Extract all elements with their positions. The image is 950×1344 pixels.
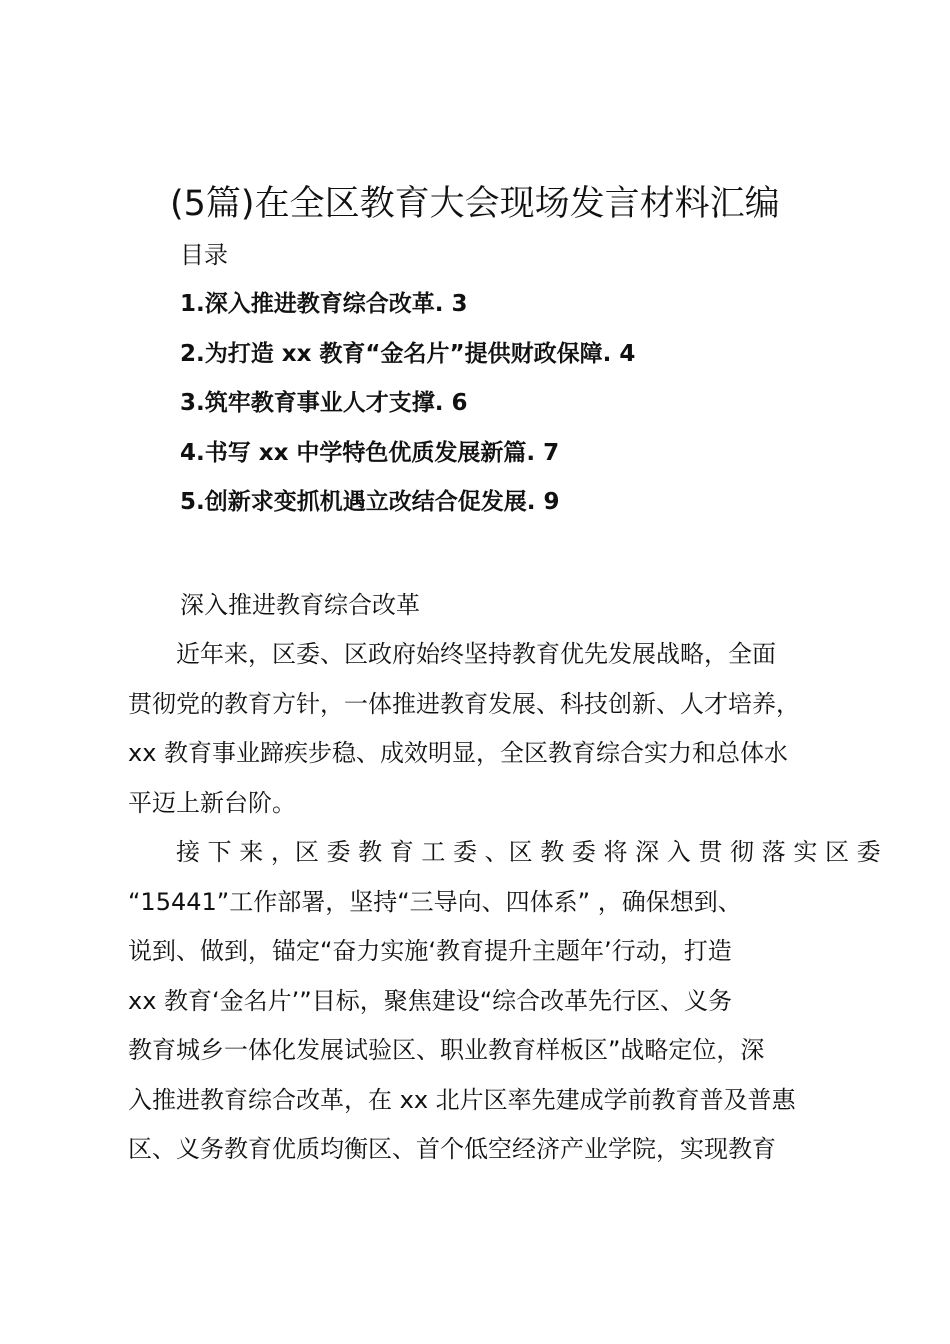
paragraph-line: 入推进教育综合改革，在 xx 北片区率先建成学前教育普及普惠 <box>128 1085 796 1114</box>
toc-item[interactable]: 5.创新求变抓机遇立改结合促发展. 9 <box>180 489 560 515</box>
table-of-contents <box>180 285 635 533</box>
paragraph-line: 接 下 来 ，区 委 教 育 工 委 、区 教 委 将 深 入 贯 彻 落 实 区 委 <box>128 838 881 866</box>
paragraph-line: 近年来，区委、区政府始终坚持教育优先发展战略，全面 <box>128 640 776 668</box>
toc-item[interactable]: 3.筑牢教育事业人才支撑. 6 <box>180 390 468 416</box>
toc-item[interactable]: 4.书写 xx 中学特色优质发展新篇. 7 <box>180 439 560 466</box>
paragraph-1 <box>128 635 863 833</box>
section-heading: 深入推进教育综合改革 <box>180 591 420 619</box>
paragraph-line: 平迈上新台阶。 <box>128 788 296 817</box>
paragraph-line: 说到、做到，锚定“奋力实施‘教育提升主题年’行动，打造 <box>128 937 732 965</box>
paragraph-2 <box>128 833 881 1180</box>
toc-item[interactable]: 1.深入推进教育综合改革. 3 <box>180 291 468 317</box>
paragraph-line: “15441”工作部署，坚持“三导向、四体系” ，确保想到、 <box>128 887 742 916</box>
paragraph-line: xx 教育事业蹄疾步稳、成效明显，全区教育综合实力和总体水 <box>128 739 789 767</box>
document-title: (5篇)在全区教育大会现场发言材料汇编 <box>170 184 780 224</box>
toc-heading: 目录 <box>180 241 228 269</box>
paragraph-line: 贯彻党的教育方针，一体推进教育发展、科技创新、人才培养， <box>128 689 800 718</box>
paragraph-line: xx 教育‘金名片’”目标，聚焦建设“综合改革先行区、义务 <box>128 986 733 1015</box>
paragraph-line: 教育城乡一体化发展试验区、职业教育样板区”战略定位，深 <box>128 1036 765 1064</box>
toc-item[interactable]: 2.为打造 xx 教育“金名片”提供财政保障. 4 <box>180 340 636 367</box>
paragraph-line: 区、义务教育优质均衡区、首个低空经济产业学院，实现教育 <box>128 1135 776 1163</box>
